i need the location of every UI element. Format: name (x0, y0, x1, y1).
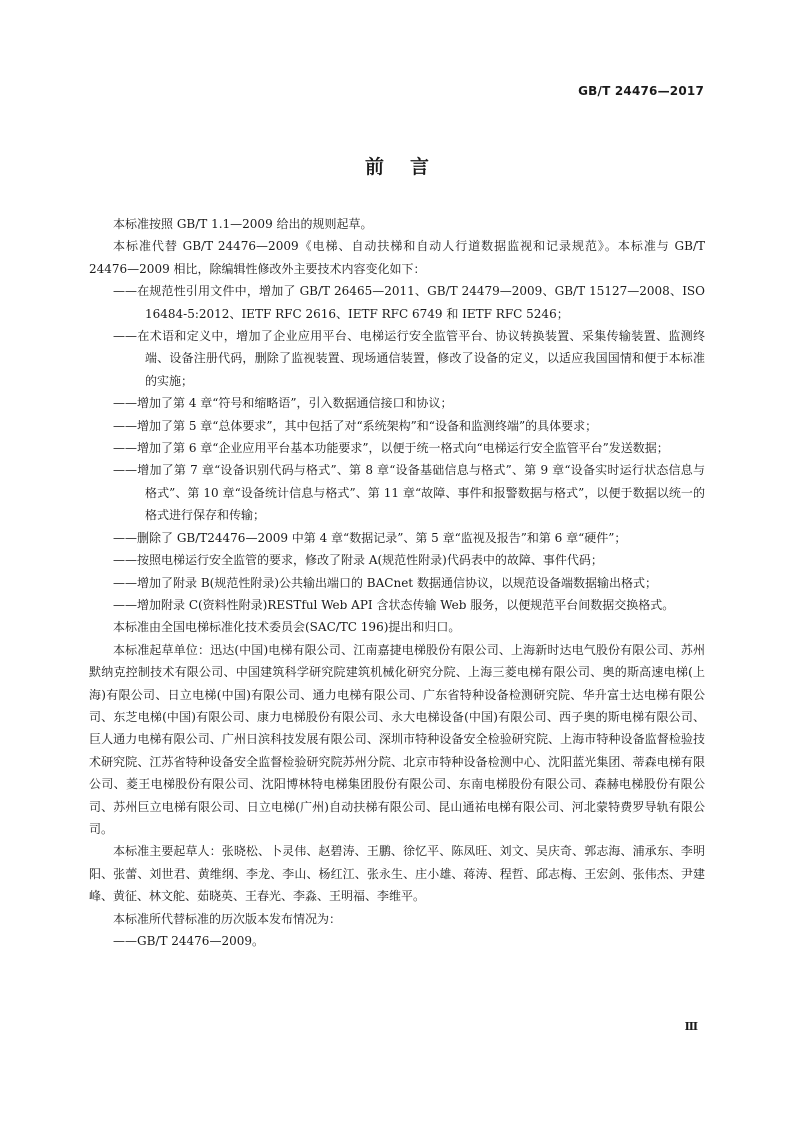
change-item: ——在规范性引用文件中，增加了 GB/T 26465—2011、GB/T 24479—2009、GB/T 15127—2008、ISO 16484-5:2012、IETF RFC 2616、IETF RFC 6749 和 IETF RFC 5246； (113, 284, 705, 321)
history-intro-paragraph: 本标准所代替标准的历次版本发布情况为： (113, 911, 342, 926)
history-item: ——GB/T 24476—2009。 (113, 934, 264, 948)
document-body (89, 213, 705, 952)
change-item: ——增加了第 4 章“符号和缩略语”，引入数据通信接口和协议； (113, 396, 453, 411)
change-item: ——增加了第 7 章“设备识别代码与格式”、第 8 章“设备基础信息与格式”、第 9 章“设备实时运行状态信息与格式”、第 10 章“设备统计信息与格式”、第 11 章“故障、事件和报警数据与格式”，以便于数据以统一的格式进行保存和传输； (113, 463, 705, 523)
change-item: ——在术语和定义中，增加了企业应用平台、电梯运行安全监管平台、协议转换装置、采集传输装置、监测终端、设备注册代码，删除了监视装置、现场通信装置，修改了设备的定义，以适应我国国情和便于本标准的实施； (113, 329, 705, 388)
standard-code: GB/T 24476—2017 (578, 84, 704, 98)
drafting-units-paragraph: 本标准起草单位：迅达(中国)电梯有限公司、江南嘉捷电梯股份有限公司、上海新时达电气股份有限公司、苏州默纳克控制技术有限公司、中国建筑科学研究院建筑机械化研究分院、上海三菱电梯有限公司、奥的斯高速电梯(上海)有限公司、日立电梯(中国)有限公司、通力电梯有限公司、广东省特种设备检测研究院、华升富士达电梯有限公司、东芝电梯(中国)有限公司、康力电梯股份有限公司、永大电梯设备(中国)有限公司、西子奥的斯电梯有限公司、巨人通力电梯有限公司、广州日滨科技发展有限公司、深圳市特种设备安全检验研究院、上海市特种设备监督检验技术研究院、江苏省特种设备安全监督检验研究院苏州分院、北京市特种设备检测中心、沈阳蓝光集团、蒂森电梯有限公司、菱王电梯股份有限公司、沈阳博林特电梯集团股份有限公司、东南电梯股份有限公司、森赫电梯股份有限公司、苏州巨立电梯有限公司、日立电梯(广州)自动扶梯有限公司、昆山通祐电梯有限公司、河北蒙特费罗导轨有限公司。 (89, 642, 705, 836)
proposer-paragraph: 本标准由全国电梯标准化技术委员会(SAC/TC 196)提出和归口。 (113, 620, 461, 635)
change-item: ——增加了第 5 章“总体要求”，其中包括了对“系统架构”和“设备和监测终端”的具体要求； (113, 418, 598, 433)
change-item: ——删除了 GB/T24476—2009 中第 4 章“数据记录”、第 5 章“监视及报告”和第 6 章“硬件”； (113, 530, 627, 545)
change-item: ——增加附录 C(资料性附录)RESTful Web API 含状态传输 Web 服务，以便规范平台间数据交换格式。 (113, 597, 675, 612)
drafters-paragraph: 本标准主要起草人：张晓松、卜灵伟、赵碧涛、王鹏、徐忆平、陈凤旺、刘文、吴庆奇、郭志海、浦承东、李明阳、张蕾、刘世君、黄维纲、李龙、李山、杨红江、张永生、庄小雄、蒋涛、程哲、邱志梅、王宏剑、张伟杰、尹建峰、黄征、林文舵、茹晓英、王春光、李淼、王明福、李维平。 (89, 844, 705, 904)
change-item: ——按照电梯运行安全监管的要求，修改了附录 A(规范性附录)代码表中的故障、事件代码； (113, 553, 603, 568)
intro-paragraph-1: 本标准按照 GB/T 1.1—2009 给出的规则起草。 (113, 217, 373, 231)
change-item: ——增加了附录 B(规范性附录)公共输出端口的 BACnet 数据通信协议，以规范设备端数据输出格式； (113, 575, 657, 590)
page-title: 前言 (364, 156, 455, 178)
intro-paragraph-2: 本标准代替 GB/T 24476—2009《电梯、自动扶梯和自动人行道数据监视和记录规范》。本标准与 GB/T 24476—2009 相比，除编辑性修改外主要技术内容变化如下： (89, 239, 705, 276)
change-item: ——增加了第 6 章“企业应用平台基本功能要求”，以便于统一格式向“电梯运行安全监管平台”发送数据； (113, 441, 669, 456)
page-number: Ⅲ (684, 1020, 698, 1033)
